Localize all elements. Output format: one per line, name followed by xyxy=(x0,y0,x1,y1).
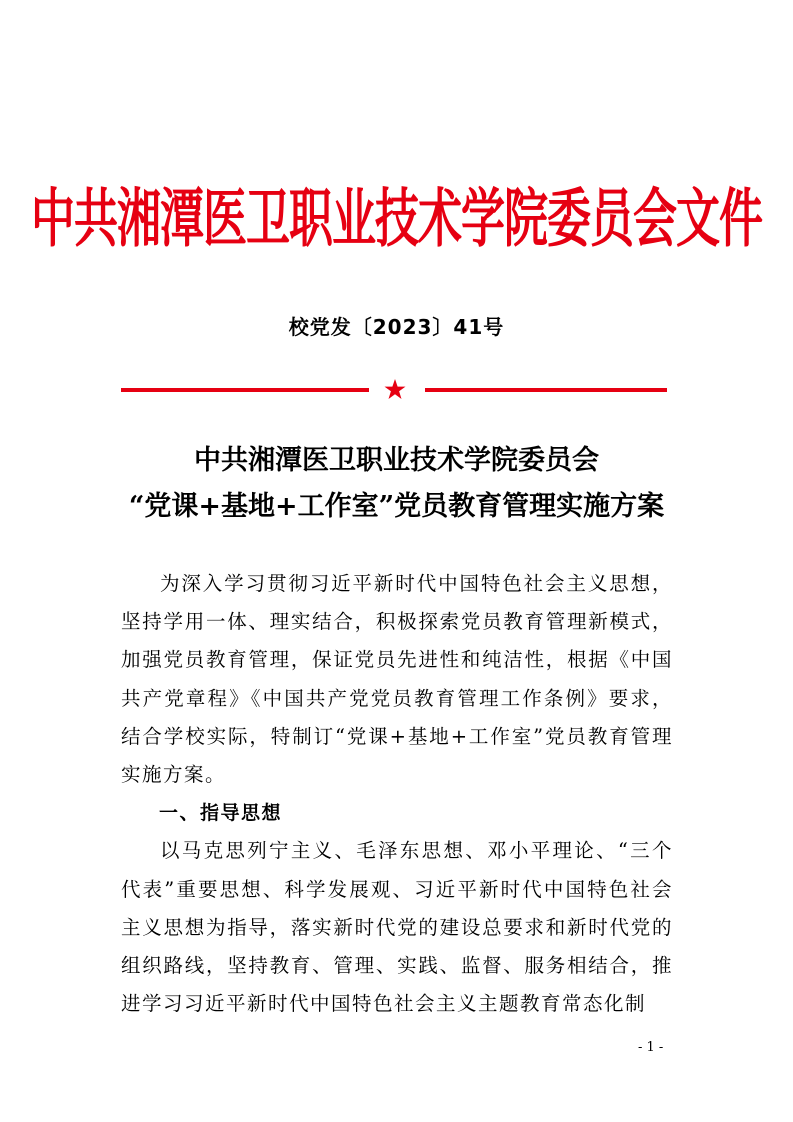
separator-line-left xyxy=(121,388,369,392)
document-title xyxy=(0,438,793,530)
paragraph-intro: 为深入学习贯彻习近平新时代中国特色社会主义思想，坚持学用一体、理实结合，积极探索党员教育管理新模式，加强党员教育管理，保证党员先进性和纯洁性，根据《中国共产党章程》《中国共产党党员教育管理工作条例》要求，结合学校实际，特制订“党课+基地+工作室”党员教育管理实施方案。 xyxy=(121,572,673,787)
separator-line-right xyxy=(425,388,667,392)
document-body xyxy=(121,565,673,1023)
section-heading-guiding-ideology: 一、指导思想 xyxy=(159,802,283,825)
title-line-1: 中共湘潭医卫职业技术学院委员会 xyxy=(194,445,599,476)
page-number: - 1 - xyxy=(638,1040,664,1055)
title-line-2: “党课+基地+工作室”党员教育管理实施方案 xyxy=(128,491,665,522)
paragraph-guiding-ideology: 以马克思列宁主义、毛泽东思想、邓小平理论、“三个代表”重要思想、科学发展观、习近平新时代中国特色社会主义思想为指导，落实新时代党的建设总要求和新时代党的组织路线，坚持教育、管理、实践、监督、服务相结合，推进学习习近平新时代中国特色社会主义主题教育常态化制 xyxy=(121,839,673,1016)
star-icon xyxy=(383,378,407,402)
header-separator xyxy=(121,378,667,402)
document-number: 校党发〔2023〕41号 xyxy=(288,315,505,339)
document-header-title: 中共湘潭医卫职业技术学院委员会文件 xyxy=(31,182,762,257)
